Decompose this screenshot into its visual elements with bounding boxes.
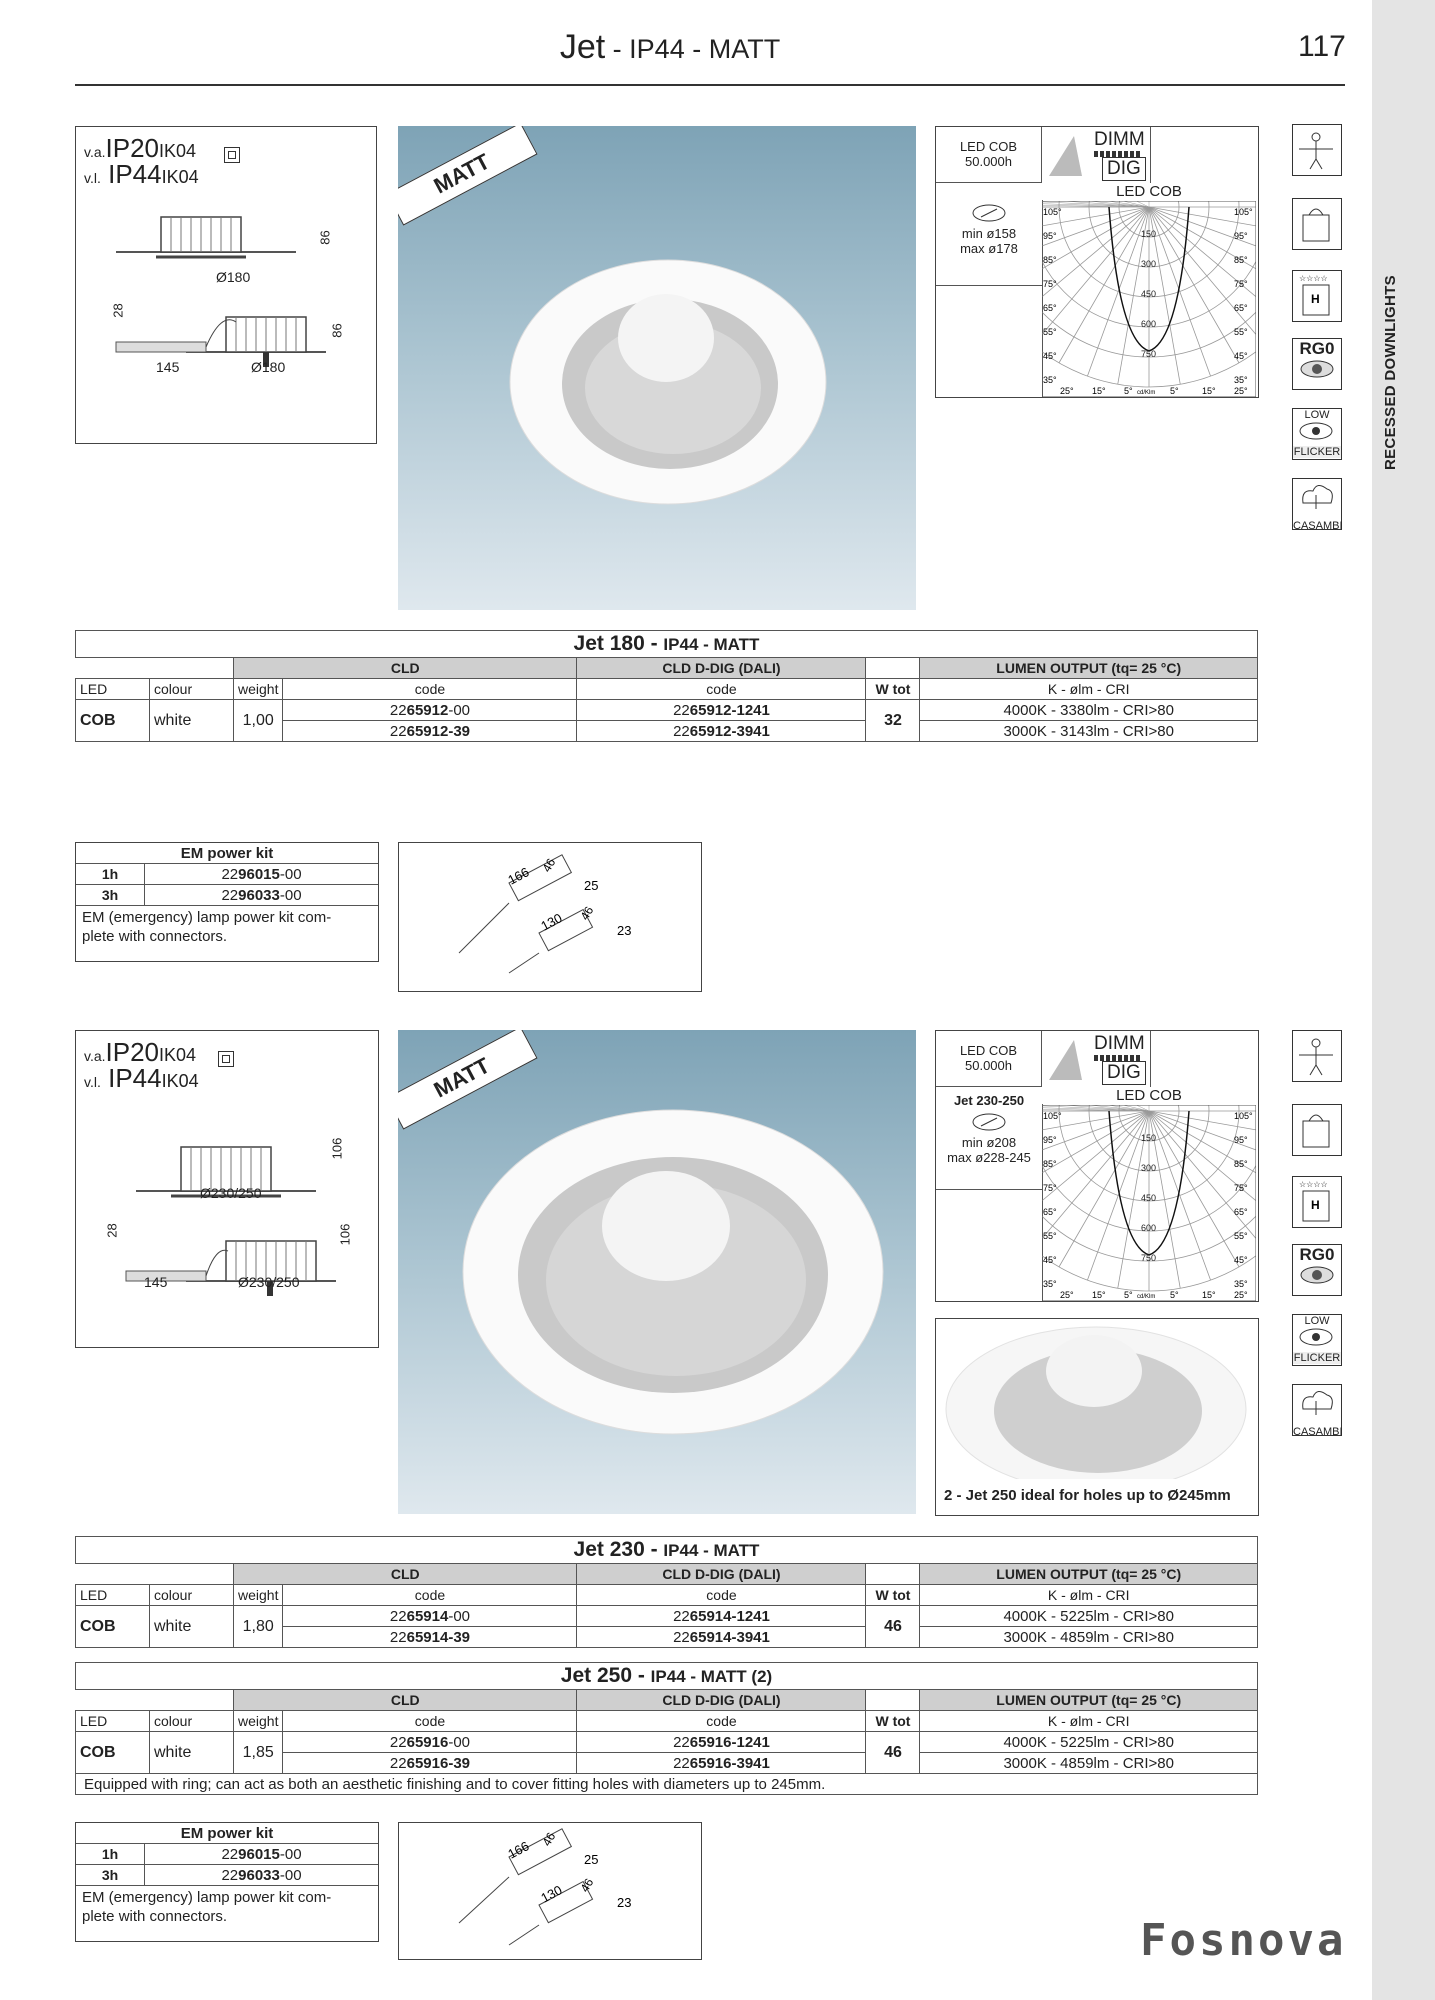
svg-text:45°: 45°: [1043, 351, 1057, 361]
cell-code-2: 2265916-39: [283, 1753, 577, 1774]
svg-text:65°: 65°: [1234, 303, 1248, 313]
hdr-weight: weight: [234, 1585, 283, 1606]
casambi-icon: CASAMBI: [1292, 1384, 1342, 1436]
dim-diameter-2: Ø230/250: [238, 1274, 300, 1290]
cell-dig-1: 2265914-1241: [577, 1606, 866, 1627]
matt-badge: MATT: [398, 1030, 538, 1130]
em-code: 2296015-00: [145, 864, 379, 885]
svg-text:45°: 45°: [1234, 1255, 1248, 1265]
spec-empty-cell-2: [936, 285, 1043, 397]
spec-empty-cell: [1150, 127, 1256, 184]
cell-weight: 1,80: [234, 1606, 283, 1648]
spec-panel-jet180: [935, 126, 1259, 398]
em-kit-table-2: [75, 1822, 379, 1942]
cell-dig-1: 2265916-1241: [577, 1732, 866, 1753]
svg-text:130: 130: [538, 910, 565, 934]
cell-code-2: 2265912-39: [283, 721, 577, 742]
svg-text:85°: 85°: [1234, 255, 1248, 265]
dim-height-2: 28: [110, 303, 126, 318]
svg-text:25°: 25°: [1234, 1290, 1248, 1300]
svg-text:130: 130: [538, 1882, 565, 1906]
table-jet250: [75, 1662, 1258, 1795]
svg-text:15°: 15°: [1092, 386, 1106, 396]
hdr-k: K - ølm - CRI: [920, 1711, 1258, 1732]
svg-text:450: 450: [1141, 1193, 1157, 1203]
em-kit-drawing-2: [398, 1822, 702, 1960]
svg-text:75°: 75°: [1043, 279, 1057, 289]
svg-text:166: 166: [505, 1838, 532, 1862]
class-ii-icon: [218, 1051, 234, 1067]
svg-text:35°: 35°: [1043, 1279, 1057, 1289]
cell-colour: white: [150, 1732, 234, 1774]
em-hours: 3h: [76, 1865, 145, 1886]
em-hours: 3h: [76, 885, 145, 906]
table-title: Jet 180 - IP44 - MATT: [76, 631, 1258, 658]
hdr-cld-dig: CLD D-DIG (DALI): [577, 1564, 866, 1585]
svg-text:105°: 105°: [1043, 207, 1062, 217]
matt-badge: MATT: [398, 126, 538, 226]
cell-colour: white: [150, 700, 234, 742]
svg-text:450: 450: [1141, 289, 1157, 299]
cell-led: COB: [76, 1732, 150, 1774]
shopping-icon: [1292, 198, 1342, 250]
hdr-wtot: W tot: [866, 1585, 920, 1606]
svg-text:95°: 95°: [1043, 231, 1057, 241]
rg0-icon: RG0: [1292, 338, 1342, 390]
em-hours: 1h: [76, 1844, 145, 1865]
cell-dig-2: 2265916-3941: [577, 1753, 866, 1774]
cell-wtot: 46: [866, 1606, 920, 1648]
jet250-photo: [935, 1318, 1259, 1516]
em-title: EM power kit: [76, 1823, 378, 1844]
svg-text:15°: 15°: [1202, 386, 1216, 396]
hdr-colour: colour: [150, 1585, 234, 1606]
svg-text:750: 750: [1141, 349, 1157, 359]
svg-text:166: 166: [505, 864, 532, 888]
cell-lumen-2: 3000K - 4859lm - CRI>80: [920, 1753, 1258, 1774]
hotel-icon: [1292, 270, 1342, 322]
svg-text:105°: 105°: [1234, 207, 1253, 217]
cell-lumen-1: 4000K - 5225lm - CRI>80: [920, 1606, 1258, 1627]
svg-text:15°: 15°: [1202, 1290, 1216, 1300]
cell-weight: 1,00: [234, 700, 283, 742]
svg-text:45°: 45°: [1043, 1255, 1057, 1265]
product-photo-jet230: [398, 1030, 916, 1514]
rg0-icon: RG0: [1292, 1244, 1342, 1296]
svg-text:75°: 75°: [1234, 279, 1248, 289]
em-kit-drawing-1: [398, 842, 702, 992]
hdr-code: code: [283, 1711, 577, 1732]
dim-diameter-2: Ø180: [251, 359, 286, 375]
svg-text:☆☆☆☆: ☆☆☆☆: [1299, 1180, 1328, 1189]
cell-dig-2: 2265914-3941: [577, 1627, 866, 1648]
svg-text:5°: 5°: [1124, 386, 1133, 396]
hdr-cld-dig: CLD D-DIG (DALI): [577, 658, 866, 679]
hole-size: min ø158 max ø178: [936, 183, 1043, 286]
svg-text:65°: 65°: [1043, 1207, 1057, 1217]
hdr-colour: colour: [150, 1711, 234, 1732]
svg-text:750: 750: [1141, 1253, 1157, 1263]
page-number: 117: [1298, 30, 1346, 63]
svg-text:75°: 75°: [1234, 1183, 1248, 1193]
hdr-wtot: W tot: [866, 1711, 920, 1732]
dim-height-1: 106: [329, 1137, 345, 1160]
svg-text:46: 46: [577, 903, 597, 923]
table-jet230: [75, 1536, 1258, 1648]
hole-icon: [969, 203, 1009, 223]
svg-text:55°: 55°: [1234, 1231, 1248, 1241]
cell-lumen-2: 3000K - 3143lm - CRI>80: [920, 721, 1258, 742]
led-life: LED COB 50.000h: [936, 1031, 1042, 1087]
hdr-cld: CLD: [234, 1690, 577, 1711]
svg-text:105°: 105°: [1043, 1111, 1062, 1121]
svg-text:46: 46: [577, 1875, 597, 1895]
svg-text:15°: 15°: [1092, 1290, 1106, 1300]
em-title: EM power kit: [76, 843, 378, 864]
class-ii-icon: [224, 147, 240, 163]
hdr-wtot: W tot: [866, 679, 920, 700]
hotel-icon: [1292, 1176, 1342, 1228]
hdr-weight: weight: [234, 679, 283, 700]
hdr-led: LED: [76, 679, 150, 700]
svg-text:H: H: [1311, 1198, 1320, 1212]
led-life: LED COB 50.000h: [936, 127, 1042, 183]
section-label: RECESSED DOWNLIGHTS: [1382, 275, 1399, 470]
svg-text:75°: 75°: [1043, 1183, 1057, 1193]
svg-text:85°: 85°: [1234, 1159, 1248, 1169]
product-photo-jet180: [398, 126, 916, 610]
svg-text:55°: 55°: [1234, 327, 1248, 337]
svg-text:600: 600: [1141, 1223, 1157, 1233]
em-kit-svg: [399, 843, 699, 989]
svg-text:65°: 65°: [1043, 303, 1057, 313]
hdr-led: LED: [76, 1711, 150, 1732]
svg-text:45°: 45°: [1234, 351, 1248, 361]
svg-text:46: 46: [539, 855, 559, 875]
cell-lumen-2: 3000K - 4859lm - CRI>80: [920, 1627, 1258, 1648]
svg-text:5°: 5°: [1124, 1290, 1133, 1300]
icon-column-2: [1292, 1030, 1342, 1436]
svg-text:600: 600: [1141, 319, 1157, 329]
svg-text:150: 150: [1141, 229, 1157, 239]
em-code: 2296033-00: [145, 885, 379, 906]
svg-text:46: 46: [539, 1829, 559, 1849]
hole-icon: [969, 1112, 1009, 1132]
cell-dig-1: 2265912-1241: [577, 700, 866, 721]
cell-dig-2: 2265912-3941: [577, 721, 866, 742]
hdr-code-dig: code: [577, 679, 866, 700]
em-kit-svg: [399, 1823, 699, 1957]
ip-rating-va: v.a.IP20IK04: [84, 133, 197, 163]
em-hours: 1h: [76, 864, 145, 885]
downlight-illustration: [398, 126, 916, 610]
svg-text:5°: 5°: [1170, 386, 1179, 396]
low-flicker-icon: LOW FLICKER: [1293, 1315, 1341, 1364]
svg-text:H: H: [1311, 292, 1320, 306]
cell-led: COB: [76, 1606, 150, 1648]
svg-text:85°: 85°: [1043, 255, 1057, 265]
cell-weight: 1,85: [234, 1732, 283, 1774]
hdr-code: code: [283, 679, 577, 700]
spec-panel-jet230: [935, 1030, 1259, 1302]
hdr-cld-dig: CLD D-DIG (DALI): [577, 1690, 866, 1711]
cell-code-2: 2265914-39: [283, 1627, 577, 1648]
em-kit-table-1: [75, 842, 379, 962]
dim-height-3: 106: [337, 1223, 353, 1246]
cell-code-1: 2265916-00: [283, 1732, 577, 1753]
polar-diagram: LED COB 105° 105° 95° 95° 85° 85° 75° 75° 65° 65° 55° 55° 45° 45° 35° 35° 150 300 450 600 750 25° 15° 5° 5° 15° 25° cd/Klm: [1042, 1087, 1256, 1301]
svg-text:95°: 95°: [1234, 231, 1248, 241]
svg-text:cd/Klm: cd/Klm: [1137, 390, 1156, 396]
hdr-colour: colour: [150, 679, 234, 700]
ip-rating-vi: v.l. IP44IK04: [84, 1063, 199, 1093]
svg-text:55°: 55°: [1043, 1231, 1057, 1241]
dim-height-3: 86: [329, 323, 345, 338]
dim-diameter-1: Ø230/250: [200, 1185, 262, 1201]
svg-text:95°: 95°: [1234, 1135, 1248, 1145]
dimension-drawing-jet180: [75, 126, 377, 444]
hdr-code: code: [283, 1585, 577, 1606]
dimension-drawing-jet230: [75, 1030, 379, 1348]
hdr-weight: weight: [234, 1711, 283, 1732]
hole-size: Jet 230-250 min ø208 max ø228-245: [936, 1087, 1043, 1190]
polar-diagram: LED COB 105° 105° 95° 95° 85° 85° 75° 75° 65° 65° 55° 55° 45° 45° 35° 35° 150 300 450 600 750 25° 15° 5° 5° 15° 25° cd/Klm: [1042, 183, 1256, 397]
table-title: Jet 250 - IP44 - MATT (2): [76, 1663, 1258, 1690]
svg-text:35°: 35°: [1234, 1279, 1248, 1289]
hdr-led: LED: [76, 1585, 150, 1606]
dim-width: 145: [144, 1274, 168, 1290]
hdr-k: K - ølm - CRI: [920, 1585, 1258, 1606]
hdr-code-dig: code: [577, 1585, 866, 1606]
svg-text:150: 150: [1141, 1133, 1157, 1143]
dim-height-1: 86: [317, 230, 333, 245]
svg-text:65°: 65°: [1234, 1207, 1248, 1217]
spec-empty-cell: [1150, 1031, 1256, 1088]
ip-rating-va: v.a.IP20IK04: [84, 1037, 197, 1067]
ip-rating-vi: v.l. IP44IK04: [84, 159, 199, 189]
em-code: 2296033-00: [145, 1865, 379, 1886]
hdr-cld: CLD: [234, 1564, 577, 1585]
person-height-icon: [1292, 1030, 1342, 1082]
spec-empty-cell-2: [936, 1189, 1043, 1301]
dim-width: 145: [156, 359, 180, 375]
jet250-caption: 2 - Jet 250 ideal for holes up to Ø245mm: [944, 1487, 1231, 1504]
person-height-icon: [1292, 124, 1342, 176]
svg-text:25°: 25°: [1060, 1290, 1074, 1300]
cell-led: COB: [76, 700, 150, 742]
svg-text:23: 23: [617, 1895, 632, 1910]
cell-lumen-1: 4000K - 5225lm - CRI>80: [920, 1732, 1258, 1753]
cell-code-1: 2265912-00: [283, 700, 577, 721]
page-title: Jet - IP44 - MATT: [559, 28, 781, 66]
svg-text:300: 300: [1141, 1163, 1157, 1173]
downlight-illustration: [398, 1030, 916, 1514]
icon-column-1: [1292, 124, 1342, 530]
cell-code-1: 2265914-00: [283, 1606, 577, 1627]
cell-colour: white: [150, 1606, 234, 1648]
table-note: Equipped with ring; can act as both an aesthetic finishing and to cover fitting holes with diameters up to 245mm.: [76, 1774, 1258, 1795]
svg-text:85°: 85°: [1043, 1159, 1057, 1169]
hdr-lumen: LUMEN OUTPUT (tq= 25 °C): [920, 658, 1258, 679]
casambi-icon: CASAMBI: [1292, 478, 1342, 530]
table-jet180: [75, 630, 1258, 742]
jet250-illustration: [936, 1319, 1258, 1479]
cell-wtot: 46: [866, 1732, 920, 1774]
svg-text:5°: 5°: [1170, 1290, 1179, 1300]
svg-text:105°: 105°: [1234, 1111, 1253, 1121]
svg-text:25: 25: [584, 1852, 599, 1867]
svg-text:25°: 25°: [1060, 386, 1074, 396]
header-divider: [75, 84, 1345, 86]
low-flicker-icon: LOW FLICKER: [1293, 409, 1341, 458]
fosnova-logo: Fosnova: [1140, 1915, 1347, 1966]
shopping-icon: [1292, 1104, 1342, 1156]
cell-lumen-1: 4000K - 3380lm - CRI>80: [920, 700, 1258, 721]
dimm-dig-icon: DIMM DIG: [1042, 1031, 1151, 1088]
svg-text:25°: 25°: [1234, 386, 1248, 396]
dimm-dig-icon: DIMM DIG: [1042, 127, 1151, 184]
em-note: EM (emergency) lamp power kit com- plete with connectors.: [82, 1889, 332, 1925]
hdr-lumen: LUMEN OUTPUT (tq= 25 °C): [920, 1690, 1258, 1711]
hdr-cld: CLD: [234, 658, 577, 679]
hdr-k: K - ølm - CRI: [920, 679, 1258, 700]
svg-text:35°: 35°: [1234, 375, 1248, 385]
svg-text:300: 300: [1141, 259, 1157, 269]
cell-wtot: 32: [866, 700, 920, 742]
svg-text:cd/Klm: cd/Klm: [1137, 1294, 1156, 1300]
hdr-code-dig: code: [577, 1711, 866, 1732]
svg-text:95°: 95°: [1043, 1135, 1057, 1145]
table-title: Jet 230 - IP44 - MATT: [76, 1537, 1258, 1564]
em-code: 2296015-00: [145, 1844, 379, 1865]
dim-diameter-1: Ø180: [216, 269, 251, 285]
svg-text:25: 25: [584, 878, 599, 893]
dim-height-2: 28: [104, 1223, 120, 1238]
svg-text:23: 23: [617, 923, 632, 938]
svg-text:☆☆☆☆: ☆☆☆☆: [1299, 274, 1328, 283]
svg-text:55°: 55°: [1043, 327, 1057, 337]
hdr-lumen: LUMEN OUTPUT (tq= 25 °C): [920, 1564, 1258, 1585]
em-note: EM (emergency) lamp power kit com- plete with connectors.: [82, 909, 332, 945]
svg-text:35°: 35°: [1043, 375, 1057, 385]
